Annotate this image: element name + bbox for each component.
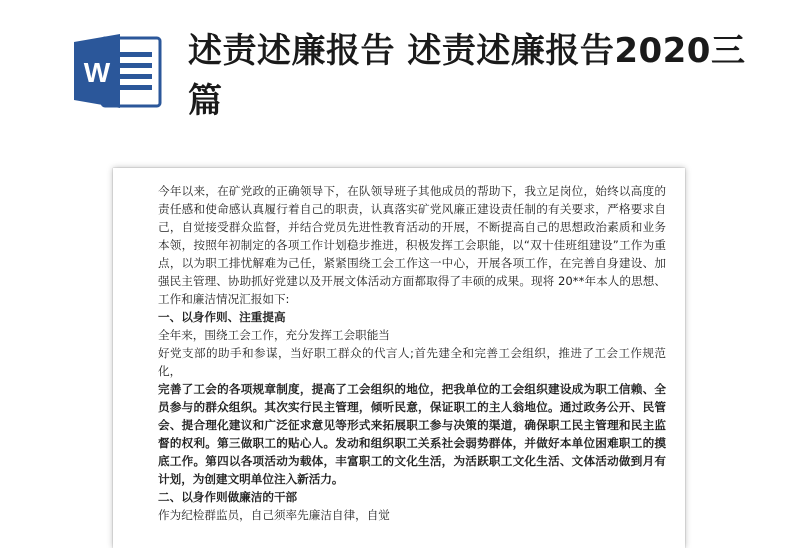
section-heading-1: 一、以身作则、注重提高 — [158, 310, 286, 324]
paragraph: 全年来，围绕工会工作，充分发挥工会职能当 — [158, 328, 390, 342]
paragraph: 好党支部的助手和参谋，当好职工群众的代言人;首先建全和完善工会组织，推进了工会工作规范化， — [158, 346, 666, 378]
paragraph: 完善了工会的各项规章制度，提高了工会组织的地位，把我单位的工会组织建设成为职工信赖、全员参与的群众组织。其次实行民主管理，倾听民意，保证职工的主人翁地位。通过政务公开、民管会、提合理化建议和广泛征求意见等形式来拓展职工参与决策的渠道，确保职工民主管理和民主监督的权利。第三做职工的贴心人。发动和组织职工关系社会弱势群体，并做好本单位困难职工的摸底工作。第四以各项活动为载体，丰富职工的文化生活，为活跃职工文化生活、文体活动做到月有计划，为创建文明单位注入新活力。 — [158, 382, 666, 486]
word-document-icon — [72, 32, 164, 110]
document-body — [158, 182, 666, 524]
paragraph: 作为纪检群监员，自己须率先廉洁自律，自觉 — [158, 508, 390, 522]
document-title: 述责述廉报告 述责述廉报告2020三篇 — [188, 31, 746, 121]
intro-paragraph: 今年以来，在矿党政的正确领导下，在队领导班子其他成员的帮助下，我立足岗位，始终以高度的责任感和使命感认真履行着自己的职责，认真落实矿党风廉正建设责任制的有关要求，严格要求自己，自觉接受群众监督，并结合党员先进性教育活动的开展，不断提高自己的思想政治素质和业务本领，按照年初制定的各项工作计划稳步推进，积极发挥工会职能，以“双十佳班组建设”工作为重点，以为职工排忧解难为己任，紧紧围绕工会工作这一中心，开展各项工作，在完善自身建设、加强民主管理、协助抓好党建以及开展文体活动方面都取得了丰硕的成果。现将 20**年本人的思想、工作和廉洁情况汇报如下: — [158, 184, 666, 306]
svg-text:W: W — [83, 57, 111, 88]
section-heading-2: 二、以身作则做廉洁的干部 — [158, 490, 298, 504]
